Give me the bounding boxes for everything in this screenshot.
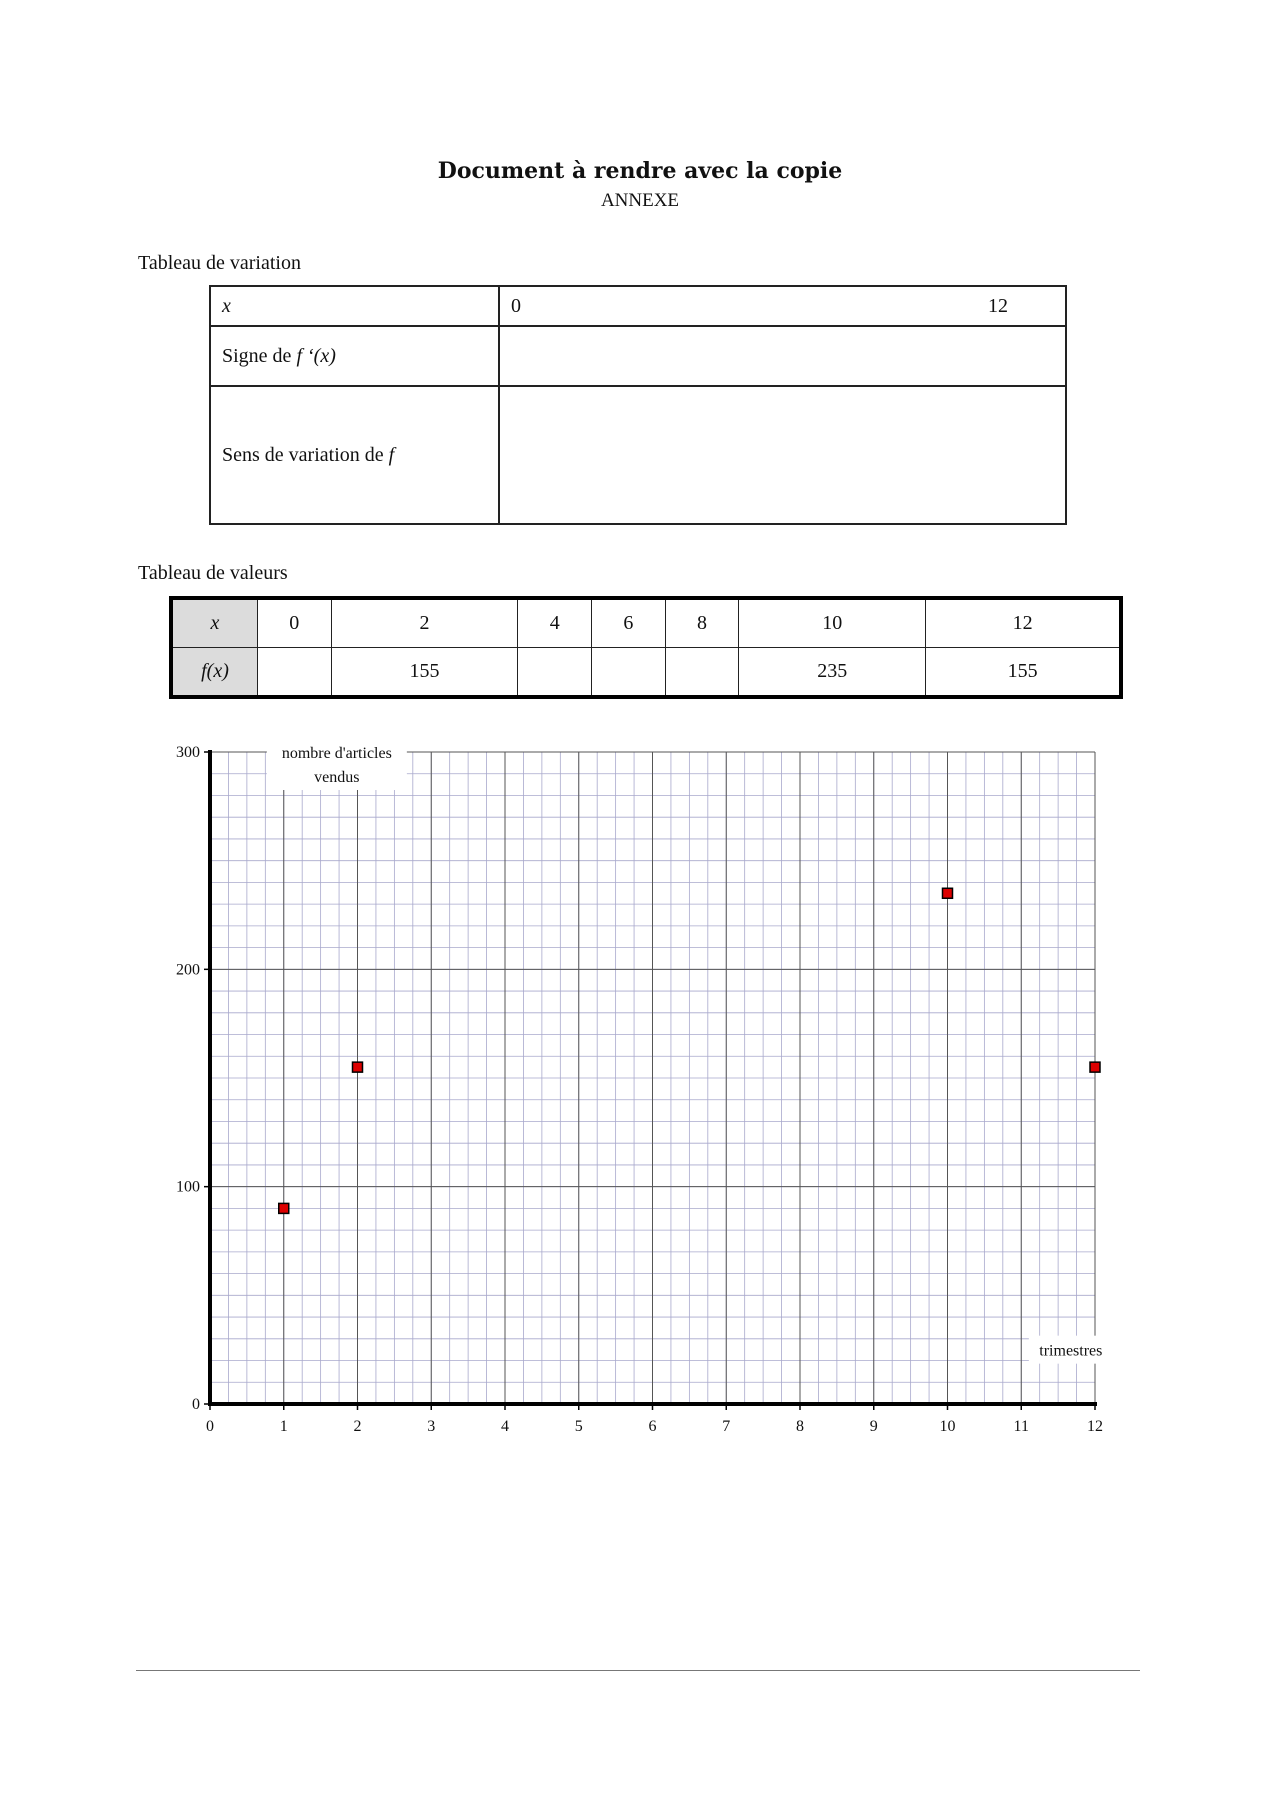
variation-sens-cell[interactable] [499, 386, 1066, 524]
x-axis-label: trimestres [1039, 1342, 1103, 1360]
values-fx-cell[interactable]: 155 [331, 648, 518, 698]
values-table-label: Tableau de valeurs [138, 562, 288, 584]
y-tick-label: 300 [176, 744, 200, 761]
variation-row-sens [210, 386, 1066, 524]
values-row-fx [171, 648, 1121, 698]
data-point [279, 1203, 289, 1213]
y-axis-label: vendus [314, 769, 360, 786]
variation-x-range [499, 286, 1066, 326]
variation-row-x [210, 286, 1066, 326]
data-point [353, 1062, 363, 1072]
x-tick-label: 4 [501, 1418, 509, 1435]
page-subtitle: ANNEXE [600, 190, 680, 211]
variation-sens-label: Sens de variation de f [210, 386, 499, 524]
values-fx-cell[interactable]: 155 [926, 648, 1121, 698]
values-x-cell: 8 [665, 598, 739, 648]
variation-x-end: 12 [988, 294, 1008, 317]
values-x-cell: 10 [739, 598, 926, 648]
data-point [1090, 1062, 1100, 1072]
values-x-cell: 6 [592, 598, 666, 648]
variation-x-start: 0 [511, 294, 521, 317]
y-tick-label: 200 [176, 961, 200, 979]
y-tick-label: 0 [192, 1396, 200, 1413]
values-x-header: x [171, 598, 258, 648]
x-tick-label: 7 [722, 1418, 731, 1435]
variation-sign-cell[interactable] [499, 326, 1066, 386]
variation-table-label: Tableau de variation [138, 252, 301, 274]
x-tick-label: 2 [353, 1418, 362, 1435]
scatter-chart [150, 740, 1130, 1460]
x-tick-label: 3 [427, 1418, 436, 1435]
x-tick-label: 12 [1087, 1418, 1103, 1435]
footer-divider [136, 1670, 1140, 1671]
x-tick-label: 5 [574, 1418, 583, 1435]
chart-axis-labels [267, 742, 1113, 1364]
x-tick-label: 0 [206, 1418, 214, 1435]
values-x-cell: 0 [258, 598, 332, 648]
values-x-cell: 12 [926, 598, 1121, 648]
values-fx-cell[interactable] [518, 648, 592, 698]
variation-table [209, 285, 1067, 525]
values-fx-cell[interactable] [665, 648, 739, 698]
x-tick-label: 11 [1013, 1418, 1029, 1435]
variation-x-header: x [210, 286, 499, 326]
values-table [169, 596, 1123, 699]
y-tick-label: 100 [176, 1178, 200, 1196]
values-x-cell: 2 [331, 598, 518, 648]
y-axis-label: nombre d'articles [281, 745, 392, 762]
x-tick-label: 6 [648, 1418, 657, 1435]
x-tick-label: 9 [869, 1418, 878, 1435]
x-tick-label: 1 [279, 1418, 288, 1435]
data-point [943, 888, 953, 898]
variation-sign-label: Signe de f ‘(x) [210, 326, 499, 386]
page-title: Document à rendre avec la copie [437, 158, 843, 184]
values-fx-cell[interactable] [258, 648, 332, 698]
x-tick-label: 8 [796, 1418, 804, 1435]
values-fx-header: f(x) [171, 648, 258, 698]
chart-ticks [176, 744, 1103, 1435]
values-fx-cell[interactable] [592, 648, 666, 698]
variation-row-sign [210, 326, 1066, 386]
x-tick-label: 10 [939, 1418, 956, 1435]
values-fx-cell[interactable]: 235 [739, 648, 926, 698]
values-row-x [171, 598, 1121, 648]
values-x-cell: 4 [518, 598, 592, 648]
